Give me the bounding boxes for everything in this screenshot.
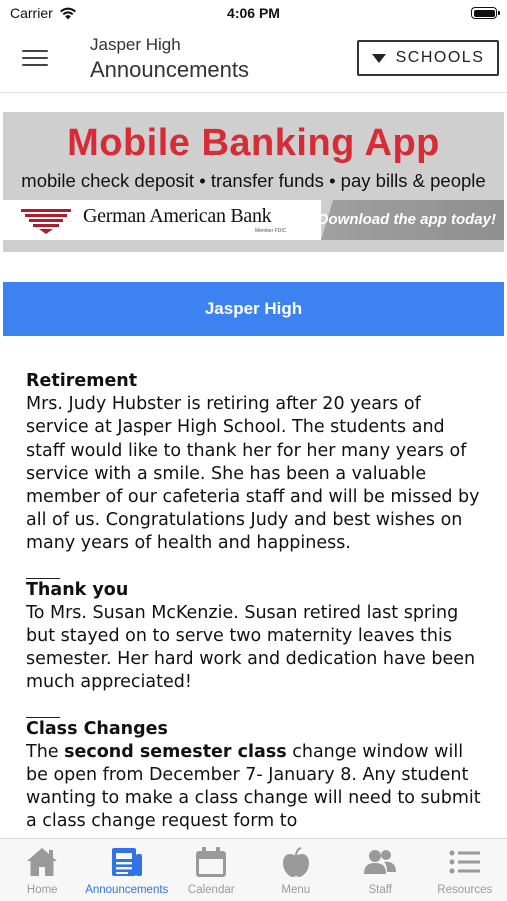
announcement-body-prefix: The — [26, 742, 64, 762]
tab-bar — [0, 838, 507, 901]
announcement-title: Class Changes — [26, 718, 486, 741]
announcement-title: Retirement — [26, 370, 486, 393]
status-time: 4:06 PM — [0, 5, 507, 21]
announcement-title: Thank you — [26, 579, 486, 602]
calendar-icon — [194, 845, 228, 879]
home-icon — [25, 845, 59, 879]
list-icon — [448, 845, 482, 879]
tab-label: Menu — [281, 884, 310, 896]
tab-calendar[interactable] — [169, 839, 254, 901]
ad-bottom-strip — [3, 200, 504, 240]
ad-cta: Download the app today! — [318, 211, 496, 228]
tab-label: Calendar — [188, 884, 235, 896]
header-subtitle: Jasper High — [90, 35, 249, 55]
people-icon — [363, 845, 397, 879]
tab-home[interactable] — [0, 839, 85, 901]
apple-icon — [279, 845, 313, 879]
ad-tagline: mobile check deposit • transfer funds • pay bills & people — [3, 170, 504, 192]
status-bar — [0, 0, 507, 28]
tab-announcements[interactable] — [85, 839, 170, 901]
announcement-body: Mrs. Judy Hubster is retiring after 20 years of service at Jasper High School. The students and staff would like to thank her for her many years of service with a smile. She has been a valuable member of our cafeteria staff and will be missed by all of us. Congratulations Judy and best wishes on many years of health and happiness. — [26, 393, 486, 555]
schools-button[interactable] — [357, 40, 499, 76]
triangle-down-icon — [372, 54, 386, 63]
ad-title: Mobile Banking App — [3, 122, 504, 165]
battery-icon — [471, 7, 497, 19]
school-name-bar — [3, 282, 504, 336]
tab-label: Staff — [369, 884, 392, 896]
tab-menu[interactable] — [254, 839, 339, 901]
page-title: Announcements — [90, 57, 249, 83]
bank-name: German American Bank — [83, 205, 271, 228]
schools-button-label: SCHOOLS — [396, 49, 485, 67]
tab-resources[interactable] — [423, 839, 507, 901]
bank-logo-area — [3, 200, 321, 240]
announcement-body — [26, 741, 486, 834]
tab-label: Announcements — [85, 884, 168, 896]
announcement-item — [26, 370, 486, 556]
announcement-item — [26, 718, 486, 834]
announcement-body-bold: second semester class — [64, 742, 287, 762]
nav-titles — [90, 35, 249, 83]
announcements-content — [26, 370, 486, 838]
announcement-body-suffix: change window will be open from December 7- January 8. Any student wanting to make a class change will need to submit a class change request form to — [26, 742, 481, 832]
bank-fdic: Member FDIC — [255, 228, 286, 234]
newspaper-icon — [110, 845, 144, 879]
nav-header — [0, 28, 507, 93]
tab-label: Home — [27, 884, 58, 896]
carrier-label: Carrier — [10, 5, 53, 21]
ad-banner[interactable] — [3, 112, 504, 252]
school-name-label: Jasper High — [205, 299, 302, 319]
bank-logo-icon — [21, 207, 71, 235]
hamburger-menu-icon[interactable] — [22, 50, 48, 70]
tab-staff[interactable] — [338, 839, 423, 901]
announcement-item — [26, 579, 486, 695]
tab-label: Resources — [437, 884, 492, 896]
announcement-body: To Mrs. Susan McKenzie. Susan retired last spring but stayed on to serve two maternity leaves this semester. Her hard work and dedication have been much appreciated! — [26, 602, 486, 695]
